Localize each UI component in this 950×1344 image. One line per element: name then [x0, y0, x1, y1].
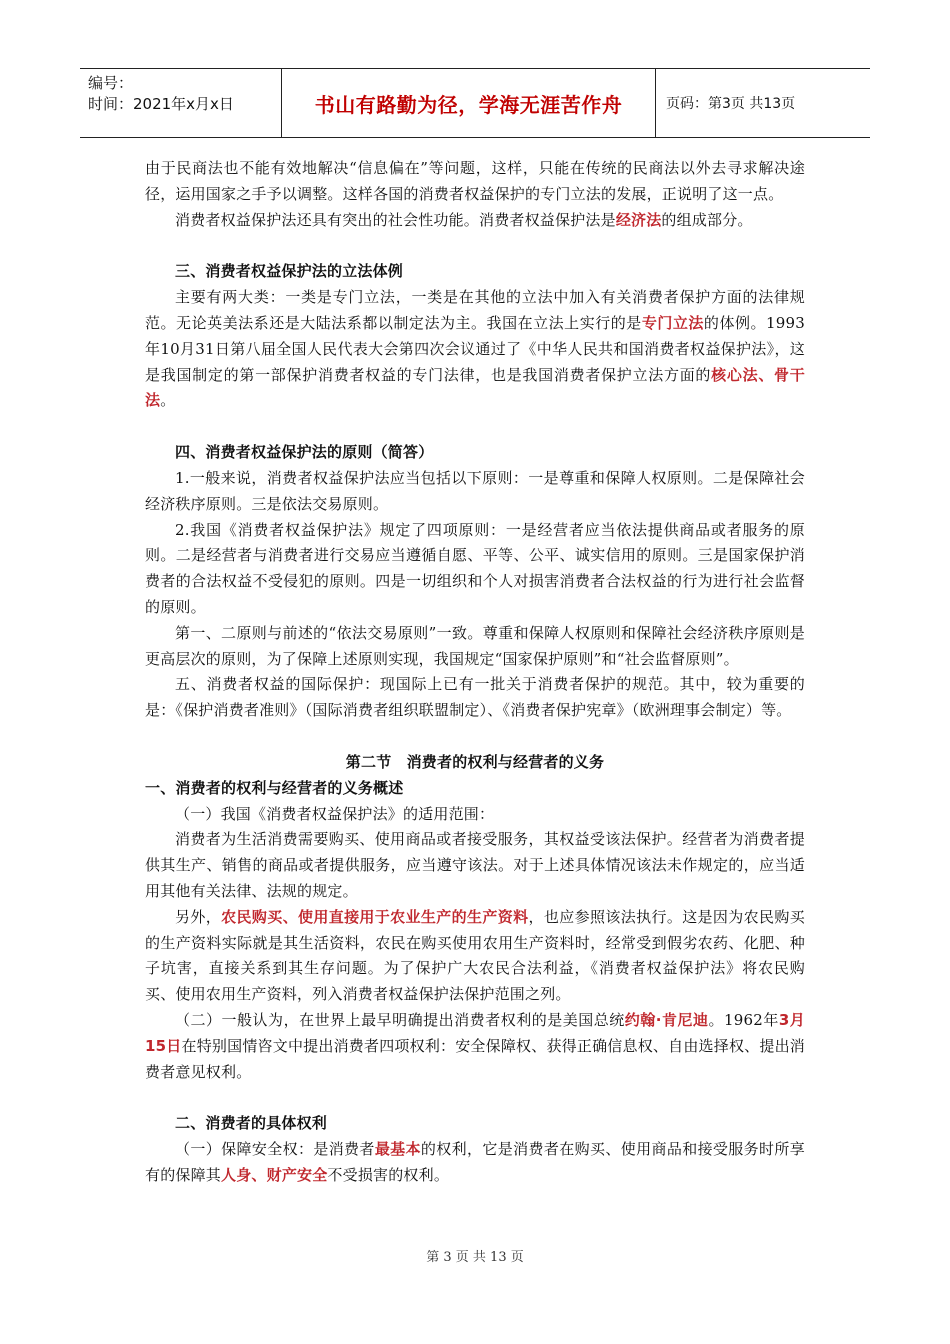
document-header — [80, 68, 870, 138]
paragraph: 消费者权益保护法还具有突出的社会性功能。消费者权益保护法是经济法的组成部分。 — [175, 210, 753, 229]
time-label: 时间：2021年x月x日 — [88, 95, 234, 113]
number-label: 编号： — [88, 74, 134, 92]
highlight-text: 约翰·肯尼迪 — [624, 1010, 709, 1029]
paragraph: 第一、二原则与前述的“依法交易原则”一致。尊重和保障人权原则和保障社会经济秩序原则是更高层次的原则，为了保障上述原则实现，我国规定“国家保护原则”和“社会监督原则”。 — [145, 623, 805, 668]
paragraph: （二）一般认为，在世界上最早明确提出消费者权利的是美国总统约翰·肯尼迪。1962年3月15日在特别国情咨文中提出消费者四项权利：安全保障权、获得正确信息权、自由选择权、提出消费者意见权利。 — [145, 1010, 806, 1081]
paragraph: 消费者为生活消费需要购买、使用商品或者接受服务，其权益受该法保护。经营者为消费者提供其生产、销售的商品或者提供服务，应当遵守该法。对于上述具体情况该法未作规定的，应当适用其他有关法律、法规的规定。 — [145, 830, 805, 900]
paragraph: 2.我国《消费者权益保护法》规定了四项原则：一是经营者应当依法提供商品或者服务的原则。二是经营者与消费者进行交易应当遵循自愿、平等、公平、诚实信用的原则。三是国家保护消费者的合法权益不受侵犯的原则。四是一切组织和个人对损害消费者合法权益的行为进行社会监督的原则。 — [145, 520, 805, 616]
highlight-text: 最基本 — [374, 1140, 421, 1159]
document-body — [145, 156, 805, 1189]
section-heading: 三、消费者权益保护法的立法体例 — [175, 262, 404, 281]
highlight-text: 核心法、骨干法 — [145, 365, 805, 410]
header-meta — [80, 69, 282, 137]
paragraph: 五、消费者权益的国际保护：现国际上已有一批关于消费者保护的规范。其中，较为重要的是：《保护消费者准则》（国际消费者组织联盟制定）、《消费者保护宪章》（欧洲理事会制定）等。 — [145, 675, 805, 720]
paragraph: 另外，农民购买、使用直接用于农业生产的生产资料，也应参照该法执行。这是因为农民购买的生产资料实际就是其生活资料，农民在购买使用农用生产资料时，经常受到假劣农药、化肥、种子坑害，直接关系到其生存问题。为了保护广大农民合法利益，《消费者权益保护法》将农民购买、使用农用生产资料，列入消费者权益保护法保护范围之列。 — [145, 907, 805, 1004]
highlight-text: 人身、财产安全 — [221, 1165, 328, 1184]
highlight-text: 专门立法 — [641, 313, 704, 332]
highlight-text: 经济法 — [615, 210, 662, 229]
highlight-text: 3月15日 — [145, 1010, 806, 1055]
chapter-section-title: 第二节 消费者的权利与经营者的义务 — [345, 752, 605, 771]
paragraph: （一）保障安全权：是消费者最基本的权利，它是消费者在购买、使用商品和接受服务时所享有的保障其人身、财产安全不受损害的权利。 — [145, 1140, 805, 1184]
paragraph: （一）我国《消费者权益保护法》的适用范围： — [175, 804, 495, 823]
header-page-info: 页码：第3页 共13页 — [666, 96, 796, 112]
paragraph: 1.一般来说，消费者权益保护法应当包括以下原则：一是尊重和保障人权原则。二是保障社会经济秩序原则。三是依法交易原则。 — [145, 468, 805, 513]
paragraph: 主要有两大类：一类是专门立法，一类是在其他的立法中加入有关消费者保护方面的法律规范。无论英美法系还是大陆法系都以制定法为主。我国在立法上实行的是专门立法的体例。1993年10月31日第八届全国人民代表大会第四次会议通过了《中华人民共和国消费者权益保护法》，这是我国制定的第一部保护消费者权益的专门法律，也是我国消费者保护立法方面的核心法、骨干法。 — [145, 288, 805, 410]
paragraph: 由于民商法也不能有效地解决“信息偏在”等问题，这样，只能在传统的民商法以外去寻求解决途径，运用国家之手予以调整。这样各国的消费者权益保护的专门立法的发展，正说明了这一点。 — [145, 159, 805, 203]
header-motto: 书山有路勤为径，学海无涯苦作舟 — [282, 69, 656, 137]
highlight-text: 农民购买、使用直接用于农业生产的生产资料 — [221, 907, 529, 926]
section-heading: 四、消费者权益保护法的原则（简答） — [175, 443, 434, 462]
section-heading: 二、消费者的具体权利 — [175, 1114, 328, 1133]
section-heading: 一、消费者的权利与经营者的义务概述 — [145, 778, 404, 797]
page-footer: 第 3 页 共 13 页 — [426, 1250, 524, 1265]
